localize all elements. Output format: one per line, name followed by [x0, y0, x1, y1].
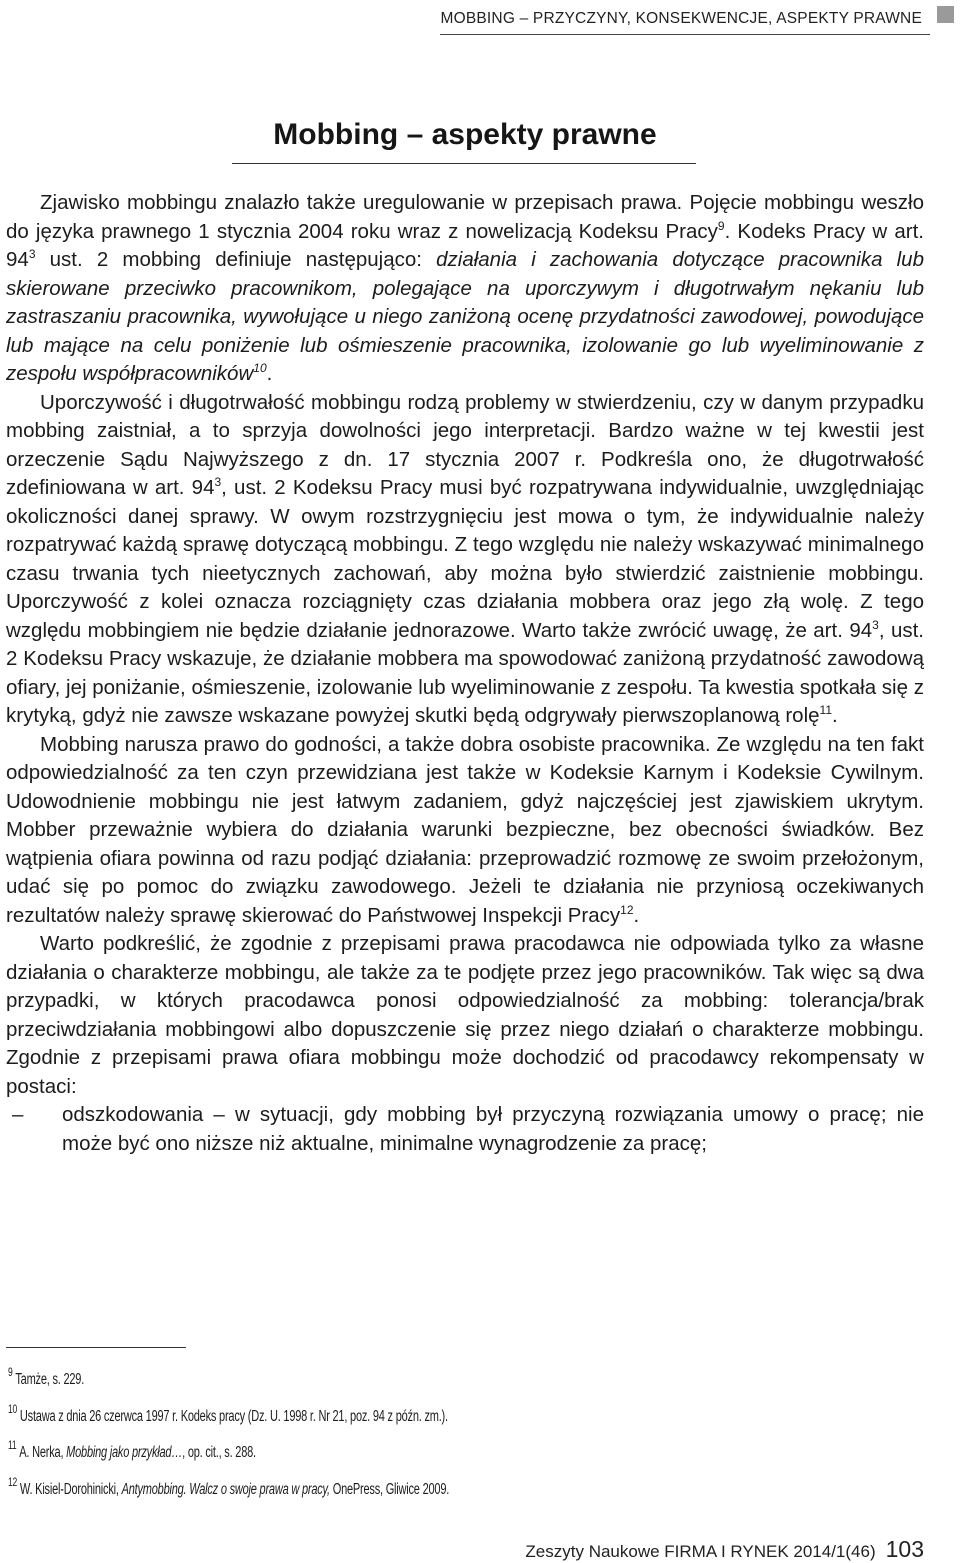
footnote-text: , op. cit., s. 288. [182, 1444, 256, 1461]
footnote-text: Tamże, s. 229. [15, 1371, 85, 1388]
footnote-ref: 9 [717, 218, 725, 233]
paragraph-text: Uporczywość i długotrwałość mobbingu rodzą problemy w stwierdzeniu, czy w danym przypadku mobbing zaistniał, a to sprzyja dowolności jego interpretacji. Bardzo ważne w tej kwestii jest orzeczenie Sądu Najwyższego z dn. 17 stycznia 2007 r. Podkreśla ono, że długotrwałość zdefiniowana w art. 94 [6, 390, 924, 499]
footnote-divider [6, 1347, 186, 1348]
paragraph [6, 189, 924, 389]
footnote-number: 10 [8, 1401, 18, 1416]
paragraph [6, 389, 924, 731]
header-marker [937, 6, 954, 23]
footnote-number: 12 [8, 1474, 18, 1489]
paragraph-italic: działania i zachowania dotyczące pracownika lub skierowane przeciwko pracownikom, polegające na uporczywym i długotrwałym nękaniu lub zastraszaniu pracownika, wywołujące u niego zaniżoną ocenę przydatności zawodowej, powodujące lub mające na celu poniżenie lub ośmieszenie pracownika, izolowanie go lub wyeliminowanie z zespołu współpracowników [6, 248, 924, 385]
footnote [8, 1358, 648, 1395]
footnote [8, 1431, 648, 1468]
paragraph-text: . [832, 704, 838, 727]
paragraph [6, 731, 924, 931]
journal-name: Zeszyty Naukowe FIRMA I RYNEK 2014/1(46) [525, 1542, 876, 1561]
footnote-ref: 3 [214, 475, 222, 489]
section-title: Mobbing – aspekty prawne [273, 118, 657, 151]
body-text [6, 189, 924, 1158]
footnote-text: W. Kisiel-Dorohinicki, [19, 1480, 122, 1498]
list-item [6, 1101, 924, 1158]
footnote-ref: 12 [620, 902, 634, 917]
running-header [440, 8, 930, 35]
footnote-text: A. Nerka, [19, 1444, 67, 1461]
footnote-italic: Antymobbing. Walcz o swoje prawa w pracy, [121, 1480, 330, 1498]
footnote [8, 1468, 648, 1505]
footnote-text: Ustawa z dnia 26 czerwca 1997 r. Kodeks pracy (Dz. U. 1998 r. Nr 21, poz. 94 z późn. zm.). [19, 1407, 448, 1425]
footnotes [8, 1358, 648, 1504]
running-title: MOBBING – PRZYCZYNY, KONSEKWENCJE, ASPEKTY PRAWNE [440, 10, 922, 27]
paragraph-text: Zjawisko mobbingu znalazło także uregulowanie w przepisach prawa. Pojęcie mobbingu weszło do języka prawnego 1 stycznia 2004 roku wraz z nowelizacją Kodeksu Pracy [6, 191, 924, 243]
footnote-ref: 11 [819, 703, 833, 717]
footnote-ref: 3 [872, 617, 879, 632]
paragraph-text: Warto podkreślić, że zgodnie z przepisami prawa pracodawca nie odpowiada tylko za własne działania o charakterze mobbingu, ale także za te podjęte przez jego pracowników. Tak więc są dwa przypadki, w których pracodawca ponosi odpowiedzialność za mobbing: tolerancja/brak przeciwdziałania mobbingowi albo dopuszczenie się przez niego działań o charakterze mobbingu. Zgodnie z przepisami prawa ofiara mobbingu może dochodzić od pracodawcy rekompensaty w postaci: [6, 932, 924, 1098]
footnote-text: OnePress, Gliwice 2009. [329, 1480, 450, 1498]
footnote-ref: 3 [28, 247, 36, 261]
footnote-ref: 10 [253, 361, 267, 375]
list-item-text: odszkodowania – w sytuacji, gdy mobbing był przyczyną rozwiązania umowy o pracę; nie może być ono niższe niż aktualne, minimalne wynagrodzenie za pracę; [62, 1103, 924, 1155]
paragraph-text: . [266, 362, 273, 385]
footnote-number: 11 [8, 1438, 17, 1452]
footnote-italic: Mobbing jako przykład… [66, 1444, 183, 1461]
paragraph-text: , ust. 2 Kodeksu Pracy wskazuje, że działanie mobbera ma spowodować zaniżoną przydatność zawodową ofiary, jej poniżanie, ośmieszenie, izolowanie lub wyeliminowanie z zespołu. Ta kwestia spotkała się z krytyką, gdyż nie zawsze wskazane powyżej skutki będą odgrywały pierwszoplanową rolę [6, 618, 924, 727]
footnote [8, 1395, 648, 1432]
paragraph-text: , ust. 2 Kodeksu Pracy musi być rozpatrywana indywidualnie, uwzględniając okoliczności danej sprawy. W owym rozstrzygnięciu jest mowa o tym, że indywidualnie należy rozpatrywać każdą sprawę dotyczącą mobbingu. Z tego względu nie należy wskazywać minimalnego czasu trwania tych nieetycznych zachowań, aby można było stwierdzić zaistnienie mobbingu. Uporczywość z kolei oznacza rozciągnięty czas działania mobbera oraz jego złą wolę. Z tego względu mobbingiem nie będzie działanie jednorazowe. Warto także zwrócić uwagę, że art. 94 [6, 476, 924, 642]
list-dash: – [12, 1103, 24, 1126]
paragraph [6, 930, 924, 1101]
footnote-number: 9 [8, 1365, 13, 1379]
title-underline [232, 163, 696, 164]
paragraph-text: Mobbing narusza prawo do godności, a także dobra osobiste pracownika. Ze względu na ten fakt odpowiedzialność za ten czyn przewidziana jest także w Kodeksie Karnym i Kodeksie Cywilnym. Udowodnienie mobbingu nie jest łatwym zadaniem, gdyż najczęściej jest zjawiskiem ukrytym. Mobber przeważnie wybiera do działania warunki bezpieczne, bez obecności świadków. Bez wątpienia ofiara powinna od razu podjąć działania: przeprowadzić rozmowę ze swoim przełożonym, udać się po pomoc do związku zawodowego. Jeżeli te działania nie przyniosą oczekiwanych rezultatów należy sprawę skierować do Państwowej Inspekcji Pracy [6, 732, 924, 927]
page-number: 103 [885, 1536, 924, 1562]
paragraph-text: . [633, 903, 640, 927]
paragraph-text: . Kodeks Pracy w art. 94 [6, 219, 924, 271]
paragraph-text: ust. 2 mobbing definiuje następująco: [35, 248, 437, 271]
page-footer [525, 1536, 924, 1563]
